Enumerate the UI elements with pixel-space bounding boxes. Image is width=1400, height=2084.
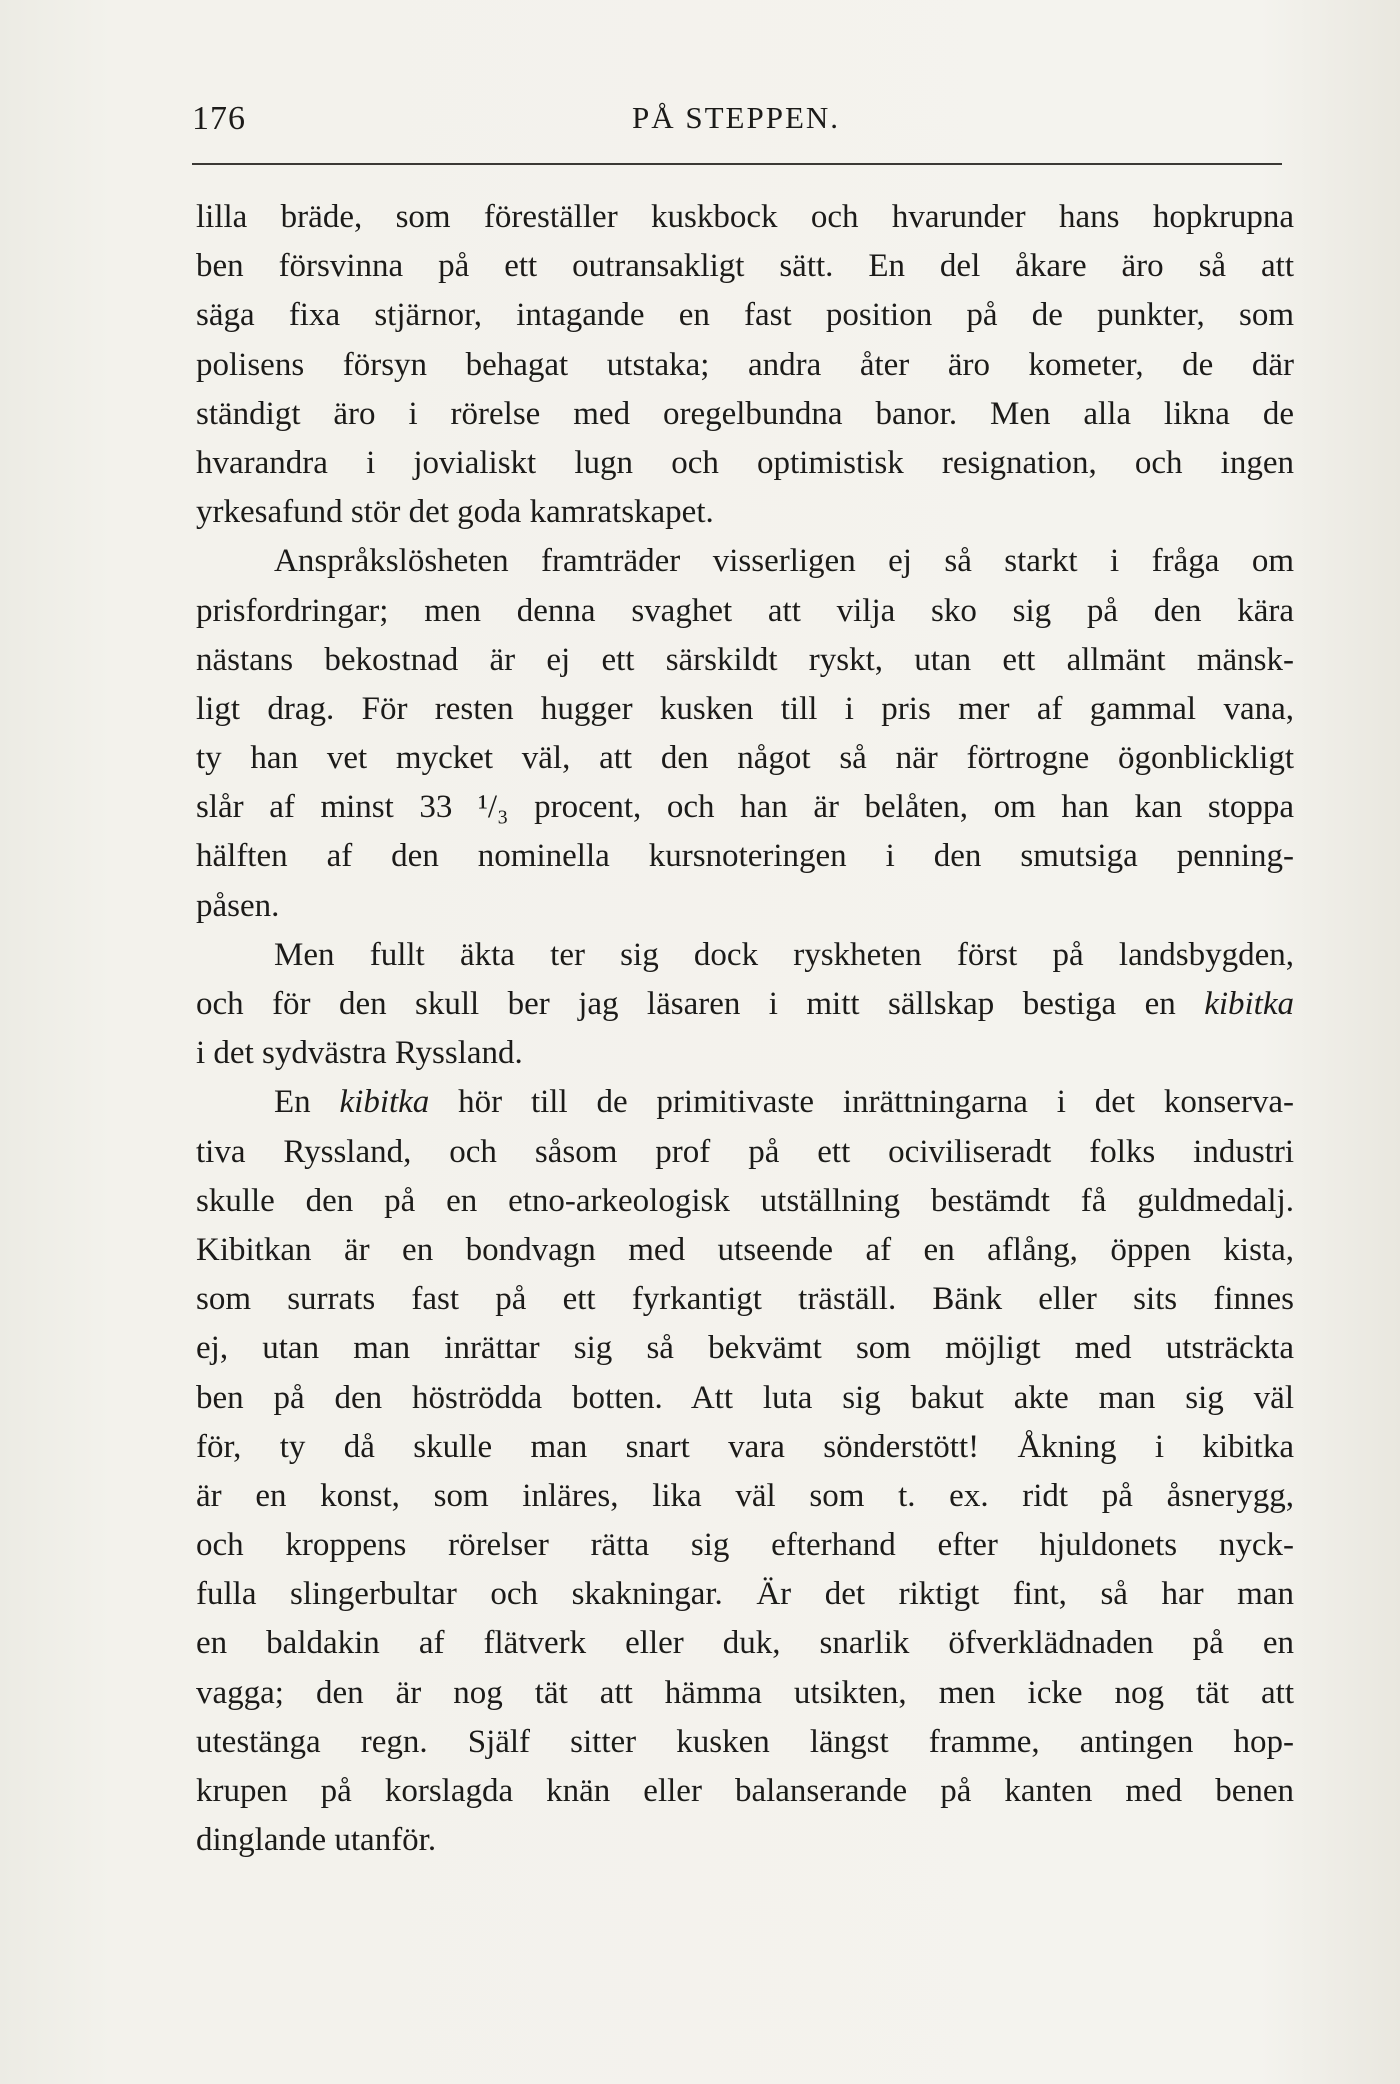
text-line: vagga; den är nog tät att hämma utsikten, men icke nog tät att xyxy=(196,1674,1294,1711)
text-line: som surrats fast på ett fyrkantigt träställ. Bänk eller sits finnes xyxy=(196,1281,1294,1318)
text-line: fulla slingerbultar och skakningar. Är det riktigt fint, så har man xyxy=(196,1576,1294,1613)
text-line: tiva Ryssland, och såsom prof på ett ociviliseradt folks industri xyxy=(196,1133,1294,1170)
text-line: för, ty då skulle man snart vara sönderstött! Åkning i kibitka xyxy=(196,1428,1294,1465)
text-line: dinglande utanför. xyxy=(196,1822,437,1859)
text-line: prisfordringar; men denna svaghet att vilja sko sig på den kära xyxy=(196,592,1294,629)
line-text: En xyxy=(274,1084,311,1121)
text-line: slår af minst 33 ¹/₃ procent, och han är belåten, om han kan stoppa xyxy=(196,789,1294,826)
text-line xyxy=(196,1078,1294,1127)
text-line: ben försvinna på ett outransakligt sätt. En del åkare äro så att xyxy=(196,248,1294,285)
text-line: ben på den höströdda botten. Att luta sig bakut akte man sig väl xyxy=(196,1379,1294,1416)
text-line: och kroppens rörelser rätta sig efterhand efter hjuldonets nyck- xyxy=(196,1527,1294,1564)
text-line: ständigt äro i rörelse med oregelbundna banor. Men alla likna de xyxy=(196,395,1294,432)
text-line: Kibitkan är en bondvagn med utseende af en aflång, öppen kista, xyxy=(196,1231,1294,1268)
text-line: hvarandra i jovialiskt lugn och optimistisk resignation, och ingen xyxy=(196,444,1294,481)
text-line: hälften af den nominella kursnoteringen i den smutsiga penning- xyxy=(196,838,1294,875)
italic-word: kibitka xyxy=(1204,986,1294,1022)
text-line: ty han vet mycket väl, att den något så när förtrogne ögonblickligt xyxy=(196,740,1294,777)
text-line: utestänga regn. Själf sitter kusken längst framme, antingen hop- xyxy=(196,1723,1294,1760)
running-title: PÅ STEPPEN. xyxy=(631,100,841,135)
text-line: Men fullt äkta ter sig dock ryskheten först på landsbygden, xyxy=(274,936,1294,973)
text-line: skulle den på en etno-arkeologisk utställning bestämdt få guldmedalj. xyxy=(196,1182,1294,1219)
italic-word: kibitka xyxy=(339,1084,430,1121)
text-line: påsen. xyxy=(196,887,280,924)
text-line: lilla bräde, som föreställer kuskbock och hvarunder hans hopkrupna xyxy=(196,199,1294,235)
text-line: ej, utan man inrättar sig så bekvämt som möjligt med utsträckta xyxy=(196,1330,1294,1367)
text-line: är en konst, som inläres, lika väl som t. ex. ridt på åsnerygg, xyxy=(196,1477,1294,1514)
text-line: säga fixa stjärnor, intagande en fast position på de punkter, som xyxy=(196,297,1294,334)
body-text xyxy=(196,193,1294,1865)
line-text: hör till de primitivaste inrättningarna i det konserva- xyxy=(458,1084,1295,1121)
line-text: och för den skull ber jag läsaren i mitt sällskap bestiga en xyxy=(196,986,1176,1022)
text-line: krupen på korslagda knän eller balanserande på kanten med benen xyxy=(196,1773,1294,1809)
text-line: ligt drag. För resten hugger kusken till i pris mer af gammal vana, xyxy=(196,690,1294,727)
header-rule xyxy=(192,163,1282,165)
text-line: en baldakin af flätverk eller duk, snarlik öfverklädnaden på en xyxy=(196,1625,1294,1662)
text-line: Anspråkslösheten framträder visserligen ej så starkt i fråga om xyxy=(274,543,1294,580)
text-line: nästans bekostnad är ej ett särskildt ryskt, utan ett allmänt mänsk- xyxy=(196,641,1294,678)
text-line: polisens försyn behagat utstaka; andra åter äro kometer, de där xyxy=(196,346,1294,383)
text-line: yrkesafund stör det goda kamratskapet. xyxy=(196,494,714,531)
text-line xyxy=(196,980,1294,1029)
page-number: 176 xyxy=(192,100,246,137)
text-line: i det sydvästra Ryssland. xyxy=(196,1035,523,1072)
page-header xyxy=(192,100,1280,148)
